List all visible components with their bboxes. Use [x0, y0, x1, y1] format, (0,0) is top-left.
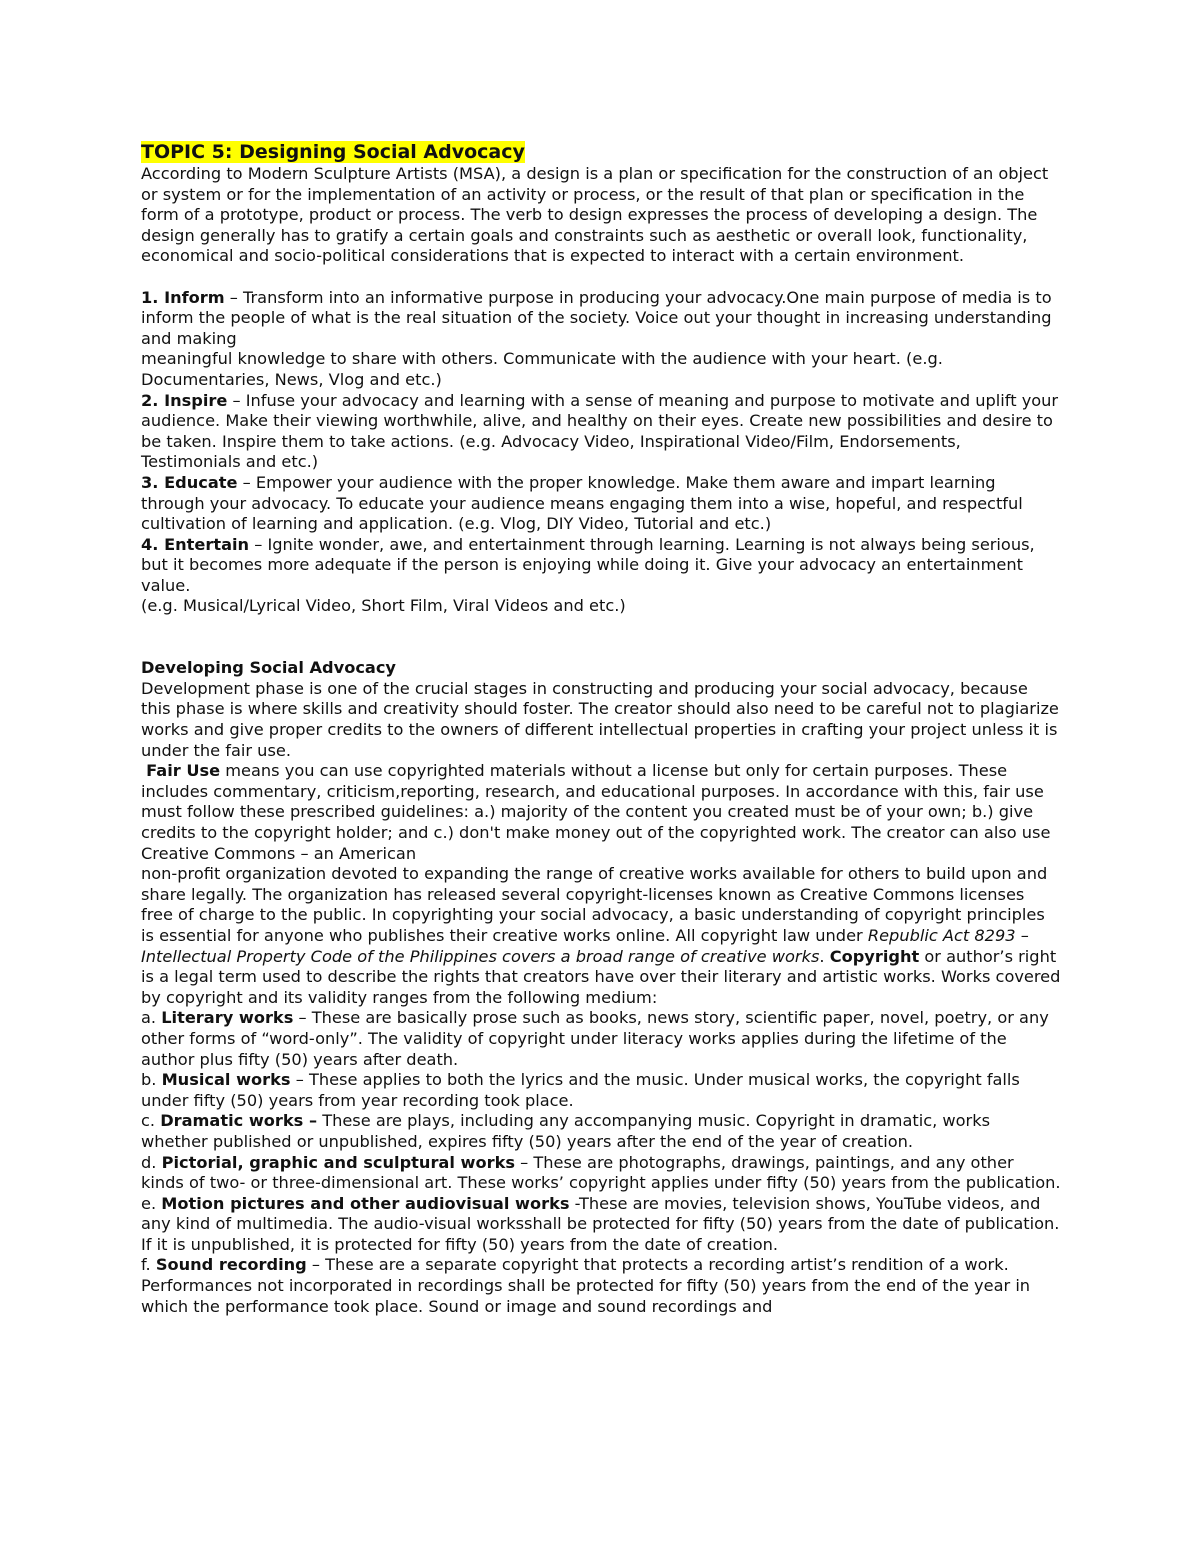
work-term: Pictorial, graphic and sculptural works	[161, 1152, 515, 1172]
copyright-term: Copyright	[829, 946, 920, 966]
work-term: Dramatic works –	[160, 1111, 318, 1131]
work-letter: d.	[141, 1152, 162, 1172]
page-title	[141, 140, 1061, 164]
fair-use-term: Fair Use	[146, 761, 221, 781]
copyright-paragraph	[141, 864, 1061, 1008]
work-term: Musical works	[161, 1070, 291, 1090]
work-item-musical	[141, 1070, 1061, 1111]
title-highlight: TOPIC 5: Designing Social Advocacy	[141, 141, 525, 163]
work-text: These are plays, including any accompanying music. Copyright in dramatic, works whether published or unpublished, expires fifty (50) years after the end of the year of creation.	[141, 1111, 991, 1151]
section-heading-text: Developing Social Advocacy	[141, 658, 396, 678]
item-number: 2.	[141, 390, 165, 410]
work-letter: b.	[141, 1070, 162, 1090]
list-item-inform-continued: meaningful knowledge to share with others. Communicate with the audience with your heart. (e.g. Documentaries, News, Vlog and etc.)	[141, 349, 943, 389]
work-term: Literary works	[161, 1008, 294, 1028]
intro-paragraph: According to Modern Sculpture Artists (MSA), a design is a plan or specification for the construction of an object or system or for the implementation of an activity or process, or the result of that plan or specification in the form of a prototype, product or process. The verb to design expresses the process of developing a design. The design generally has to gratify a certain goals and constraints such as aesthetic or overall look, functionality, economical and socio-political considerations that is expected to interact with a certain environment.	[141, 164, 1049, 266]
work-term: Sound recording	[155, 1255, 307, 1275]
work-item-literary	[141, 1008, 1061, 1070]
fair-use-paragraph	[141, 761, 1061, 864]
work-item-motion-pictures	[141, 1194, 1061, 1256]
work-text: – These are basically prose such as books, news story, scientific paper, novel, poetry, or any other forms of “word-only”. The validity of copyright under literacy works applies during the lifetime of the author plus fifty (50) years after death.	[141, 1008, 1049, 1069]
work-item-pictorial	[141, 1153, 1061, 1194]
work-item-dramatic	[141, 1111, 1061, 1152]
work-text: -These are movies, television shows, YouTube videos, and any kind of multimedia. The audio-visual worksshall be protected for fifty (50) years from the date of publication. If it is unpublished, it is protected for fifty (50) years from the date of creation.	[141, 1193, 1060, 1254]
work-term: Motion pictures and other audiovisual works	[161, 1193, 570, 1213]
work-item-sound-recording	[141, 1255, 1061, 1317]
development-paragraph: Development phase is one of the crucial stages in constructing and producing your social advocacy, because this phase is where skills and creativity should foster. The creator should also need to be careful not to plagiarize works and give proper credits to the owners of different intellectual properties in crafting your project unless it is under the fair use.	[141, 678, 1059, 760]
copyright-text-c: or author’s right is a legal term used to describe the rights that creators have over their literary and artistic works. Works covered by copyright and its validity ranges from the following medium:	[141, 946, 1061, 1007]
item-term: Inform	[164, 287, 225, 307]
item-term: Entertain	[164, 534, 250, 554]
item-term: Inspire	[164, 390, 228, 410]
spacer	[141, 267, 1061, 288]
section-heading	[141, 658, 1061, 679]
list-item-educate	[141, 473, 1061, 535]
list-item-entertain	[141, 535, 1061, 597]
work-text: – These are a separate copyright that protects a recording artist’s rendition of a work. Performances not incorporated in recordings shall be protected for fifty (50) years from the end of the year in which the performance took place. Sound or image and sound recordings and	[141, 1255, 1031, 1316]
work-letter: e.	[141, 1193, 162, 1213]
list-item-inform	[141, 288, 1061, 350]
item-text: – Ignite wonder, awe, and entertainment through learning. Learning is not always being serious, but it becomes more adequate if the person is enjoying while doing it. Give your advocacy an entertainment value.	[141, 534, 1035, 595]
item-number: 1.	[141, 287, 165, 307]
work-text: – These applies to both the lyrics and the music. Under musical works, the copyright falls under fifty (50) years from year recording took place.	[141, 1070, 1020, 1110]
item-text: – Transform into an informative purpose in producing your advocacy.One main purpose of media is to inform the people of what is the real situation of the society. Voice out your thought in increasing understanding and making	[141, 287, 1052, 348]
list-item-entertain-examples: (e.g. Musical/Lyrical Video, Short Film, Viral Videos and etc.)	[141, 596, 626, 616]
item-term: Educate	[164, 472, 238, 492]
work-letter: c.	[141, 1111, 161, 1131]
fair-use-text: means you can use copyrighted materials without a license but only for certain purposes. These includes commentary, criticism,reporting, research, and educational purposes. In accordance with this, fair use must follow these prescribed guidelines: a.) majority of the content you created must be of your own; b.) give credits to the copyright holder; and c.) don't make money out of the copyrighted work. The creator can also use Creative Commons – an American	[141, 761, 1051, 863]
spacer	[141, 617, 1061, 658]
work-letter: a.	[141, 1008, 162, 1028]
work-text: – These are photographs, drawings, paintings, and any other kinds of two- or three-dimensional art. These works’ copyright applies under fifty (50) years from the publication.	[141, 1152, 1061, 1193]
item-text: – Infuse your advocacy and learning with a sense of meaning and purpose to motivate and uplift your audience. Make their viewing worthwhile, alive, and healthy on their eyes. Create new possibilities and desire to be taken. Inspire them to take actions. (e.g. Advocacy Video, Inspirational Video/Film, Endorsements, Testimonials and etc.)	[141, 390, 1059, 472]
item-number: 3.	[141, 472, 165, 492]
work-letter: f.	[141, 1255, 156, 1275]
item-number: 4.	[141, 534, 165, 554]
document-page	[141, 140, 1061, 1317]
copyright-text-a: non-profit organization devoted to expanding the range of creative works available for others to build upon and share legally. The organization has released several copyright-licenses known as Creative Commons licenses free of charge to the public. In copyrighting your social advocacy, a basic understanding of copyright principles is essential for anyone who publishes their creative works online. All copyright law under	[141, 864, 1048, 945]
list-item-inspire	[141, 391, 1061, 473]
republic-act-reference: Republic Act 8293 – Intellectual Property Code of the Philippines covers a broad range of creative works	[141, 925, 1029, 966]
copyright-text-b: .	[819, 946, 830, 966]
item-text: – Empower your audience with the proper knowledge. Make them aware and impart learning through your advocacy. To educate your audience means engaging them into a wise, hopeful, and respectful cultivation of learning and application. (e.g. Vlog, DIY Video, Tutorial and etc.)	[141, 472, 1023, 534]
